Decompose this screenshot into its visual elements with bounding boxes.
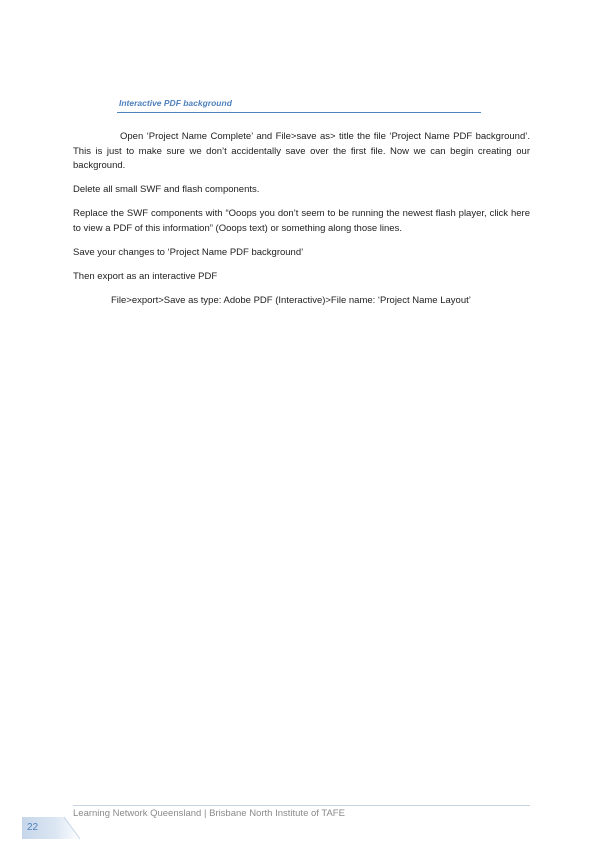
paragraph-save-changes: Save your changes to ‘Project Name PDF background’	[73, 246, 304, 258]
paragraph-export: Then export as an interactive PDF	[73, 270, 218, 282]
footer-divider	[73, 805, 530, 806]
paragraph-export-path: File>export>Save as type: Adobe PDF (Interactive)>File name: ‘Project Name Layout’	[111, 294, 471, 306]
paragraph-replace-swf: Replace the SWF components with “Ooops you don’t seem to be running the newest flash player, click here to view a PDF of this information” (Ooops text) or something along those lines.	[73, 208, 530, 234]
page-number: 22	[27, 822, 39, 833]
paragraph-open-file: Open ‘Project Name Complete’ and File>save as> title the file ‘Project Name PDF background’. This is just to make sure we don’t accidentally save over the first file. Now we can begin creating our background.	[73, 131, 530, 171]
heading-underline	[117, 112, 481, 113]
body-content	[73, 130, 530, 318]
section-heading: Interactive PDF background	[119, 98, 232, 108]
footer-text: Learning Network Queensland | Brisbane North Institute of TAFE	[73, 808, 345, 819]
paragraph-delete-swf: Delete all small SWF and flash components.	[73, 184, 260, 195]
